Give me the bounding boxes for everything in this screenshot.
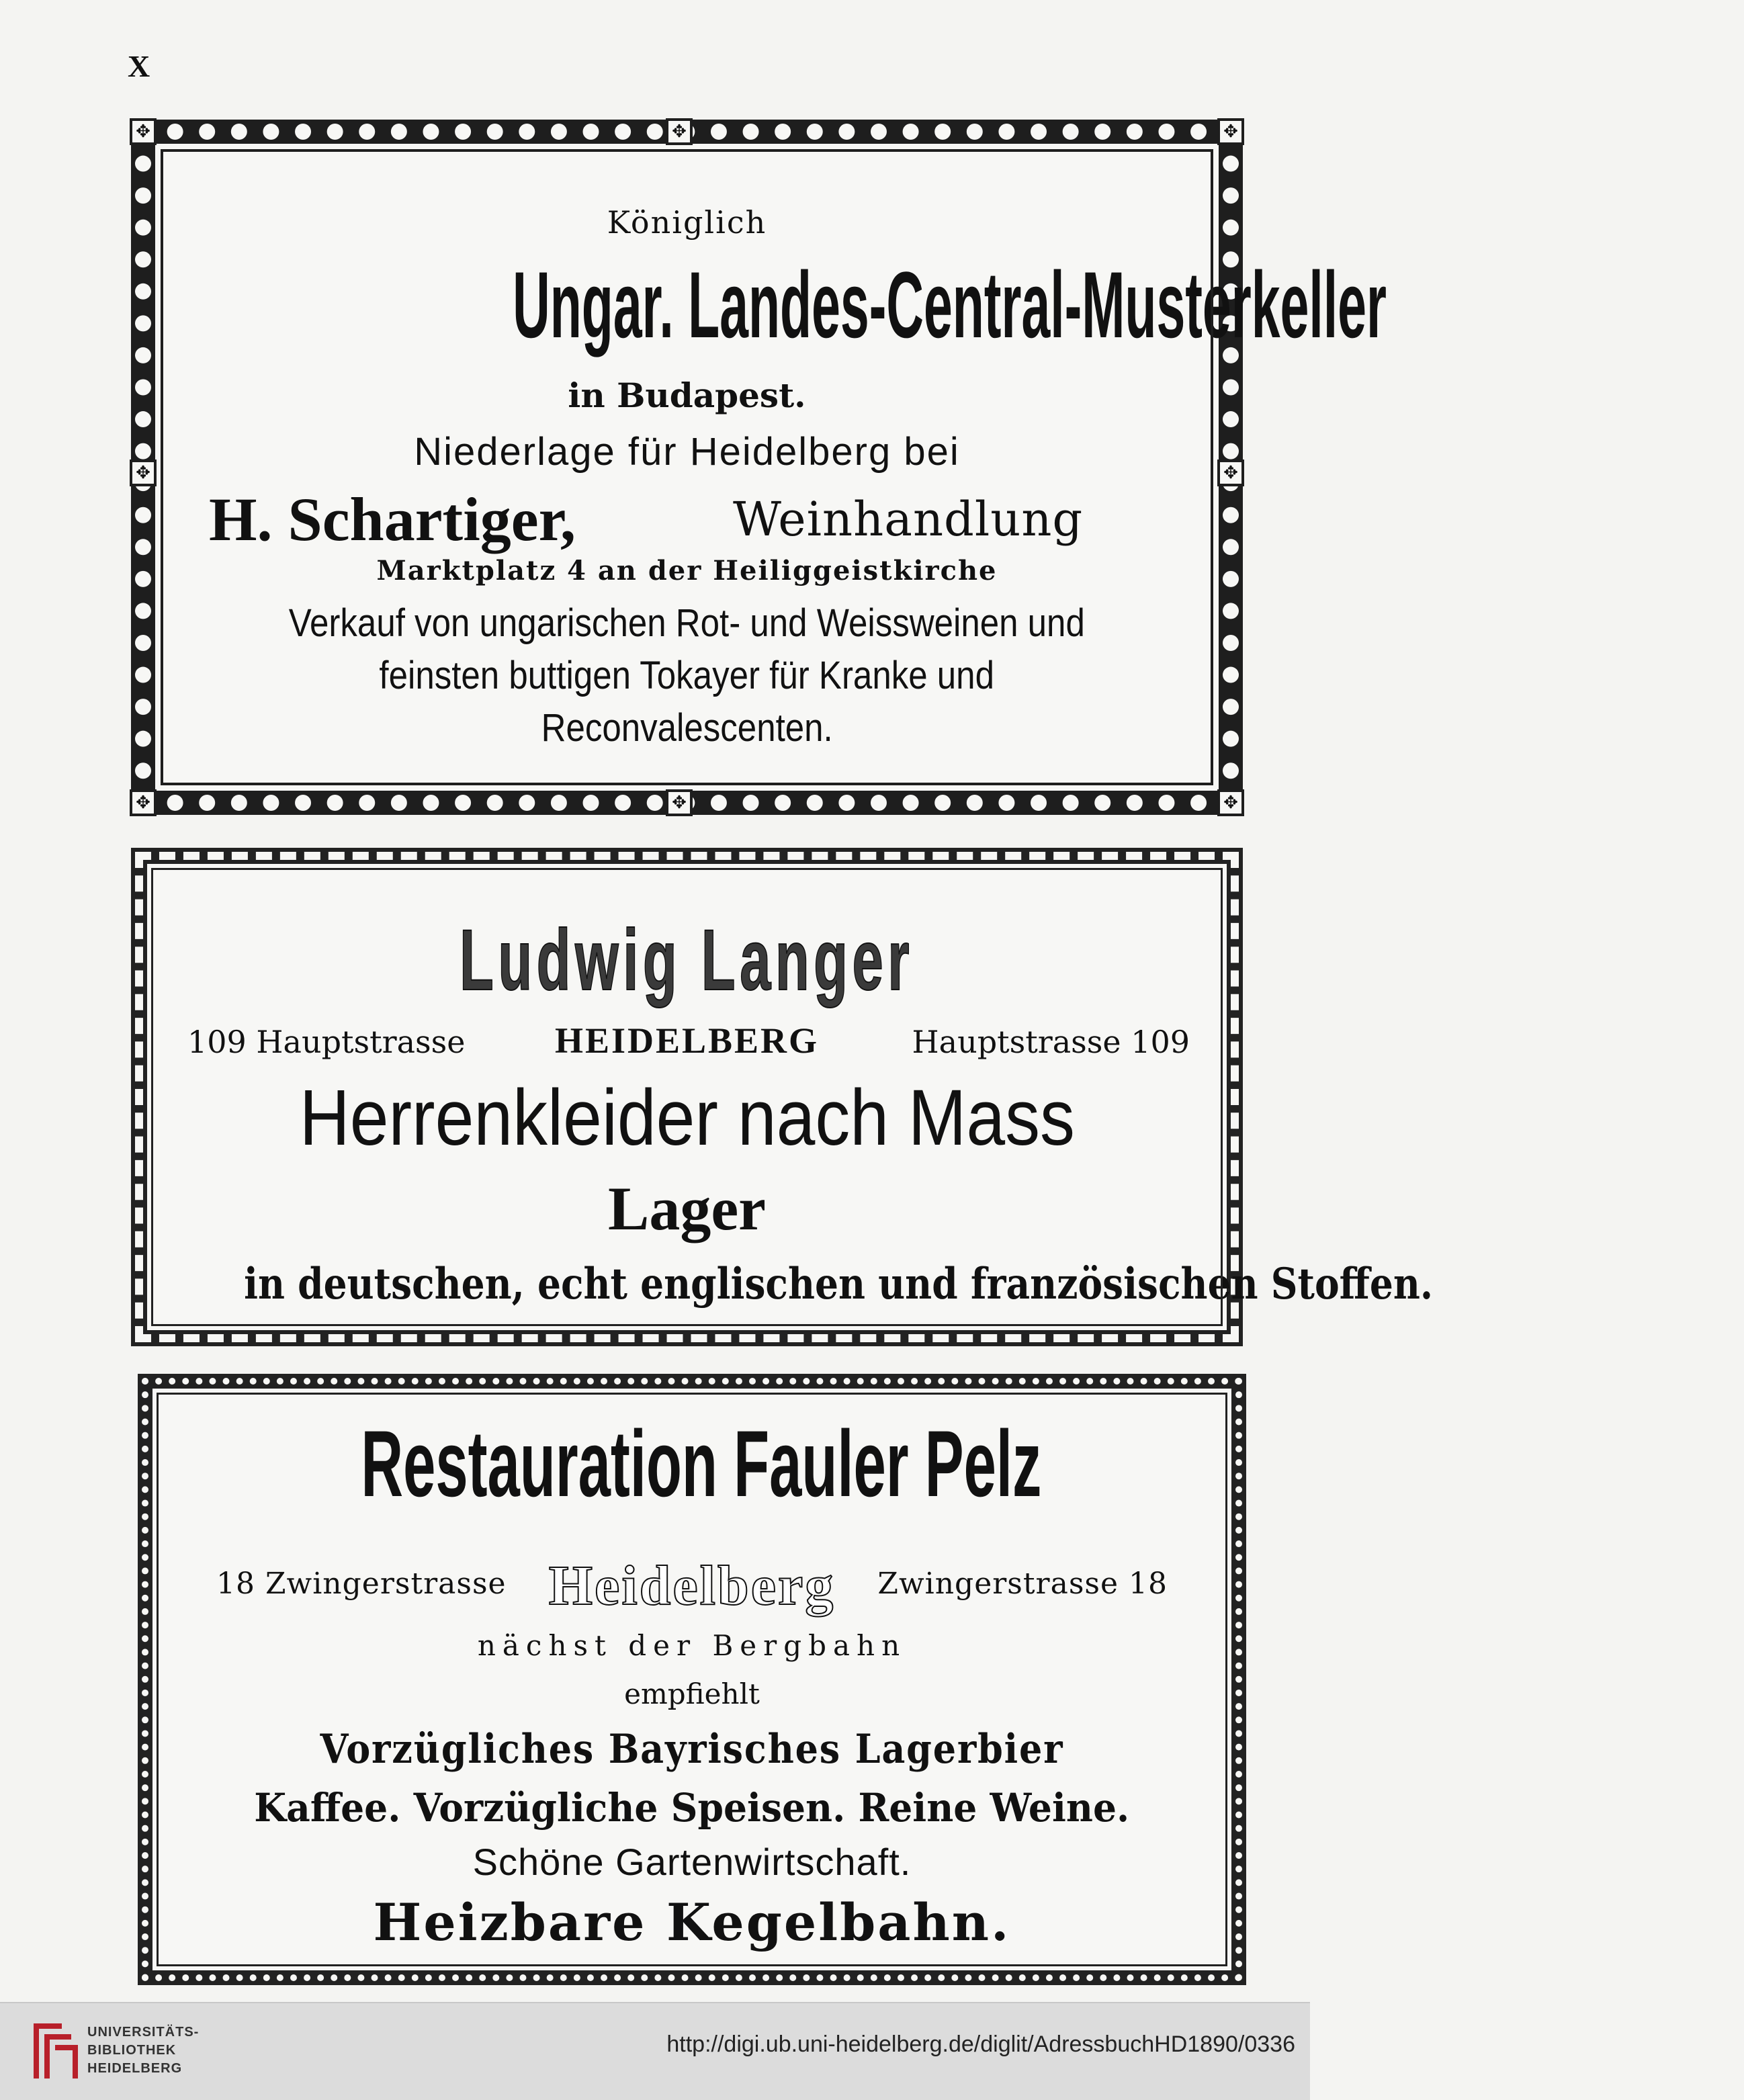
ad-garden: Schöne Gartenwirtschaft.	[472, 1841, 912, 1883]
ornament-corner-icon: ✥	[1217, 118, 1244, 145]
ad-restaurant	[138, 1374, 1246, 1985]
ad-service-text: Herrenkleider nach Mass	[299, 1074, 1075, 1162]
ad-royal-line: Königlich	[607, 204, 767, 240]
library-logo-icon	[27, 2018, 81, 2084]
ad-description	[155, 601, 1219, 646]
ad-city: Heidelberg	[548, 1555, 836, 1617]
ad-service	[147, 1072, 1227, 1164]
ad-city: in Budapest.	[568, 376, 806, 415]
logo-line: BIBLIOTHEK	[87, 2043, 177, 2058]
ad-location-note: nächst der Bergbahn	[477, 1629, 907, 1662]
ad-address-left: 109 Hauptstrasse	[187, 1024, 466, 1060]
ornament-cross-icon: ✥	[666, 789, 693, 816]
ad-stock: Lager	[607, 1174, 767, 1243]
ad-title-text: Ludwig Langer	[460, 912, 914, 1008]
ad-description-line: Verkauf von ungarischen Rot- und Weissweinen und	[288, 601, 1086, 645]
ad-menu-text: Kaffee. Vorzügliche Speisen. Reine Weine.	[254, 1785, 1130, 1831]
ad-title-text: Restauration Fauler Pelz	[361, 1411, 1042, 1516]
ad-title	[147, 911, 1227, 1010]
logo-line: HEIDELBERG	[87, 2061, 183, 2076]
ad-beer-text: Vorzügliches Bayrisches Lagerbier	[320, 1726, 1064, 1773]
ad-city: HEIDELBERG	[554, 1020, 820, 1061]
ad-tailor	[131, 848, 1434, 1346]
ad-depot-line: Niederlage für Heidelberg bei	[414, 430, 960, 474]
ornament-cross-icon: ✥	[130, 460, 157, 486]
source-url-link[interactable]: http://digi.ub.uni-heidelberg.de/diglit/AdressbuchHD1890/0336	[666, 2031, 1295, 2057]
library-logo-text	[87, 2023, 199, 2078]
ornament-cross-icon: ✥	[666, 118, 693, 145]
ad-address-right: Zwingerstrasse 18	[877, 1567, 1168, 1601]
ornament-corner-icon: ✥	[130, 118, 157, 145]
ad-merchant-trade: Weinhandlung	[733, 492, 1084, 547]
ornament-corner-icon: ✥	[1217, 789, 1244, 816]
ad-bowling: Heizbare Kegelbahn.	[373, 1892, 1011, 1952]
ad-description-line: Reconvalescenten.	[541, 706, 833, 750]
ad-recommends: empfiehlt	[624, 1677, 760, 1710]
logo-line: UNIVERSITÄTS-	[87, 2025, 200, 2040]
ad-title	[155, 252, 1387, 357]
ad-address: Marktplatz 4 an der Heiliggeistkirche	[376, 555, 998, 586]
ad-fabrics	[147, 1259, 1434, 1309]
ad-wine-cellar	[131, 120, 1387, 815]
ad-title-text: Ungar. Landes-Central-Musterkeller	[513, 252, 1387, 357]
ad-title	[152, 1411, 1231, 1516]
ornament-cross-icon: ✥	[1217, 460, 1244, 486]
page-number: X	[128, 49, 150, 83]
viewer-footer	[0, 2002, 1310, 2100]
ad-description	[155, 653, 1219, 698]
ad-beer	[152, 1726, 1231, 1773]
ad-description-line: feinsten buttigen Tokayer für Kranke und	[379, 654, 995, 697]
ad-menu	[152, 1785, 1231, 1831]
ad-fabrics-text: in deutschen, echt englischen und französischen Stoffen.	[244, 1259, 1434, 1309]
ad-address-right: Hauptstrasse 109	[912, 1024, 1190, 1060]
ad-description	[155, 705, 1219, 750]
ornament-corner-icon: ✥	[130, 789, 157, 816]
ad-address-left: 18 Zwingerstrasse	[216, 1567, 507, 1601]
ad-merchant-name: H. Schartiger,	[209, 485, 576, 554]
